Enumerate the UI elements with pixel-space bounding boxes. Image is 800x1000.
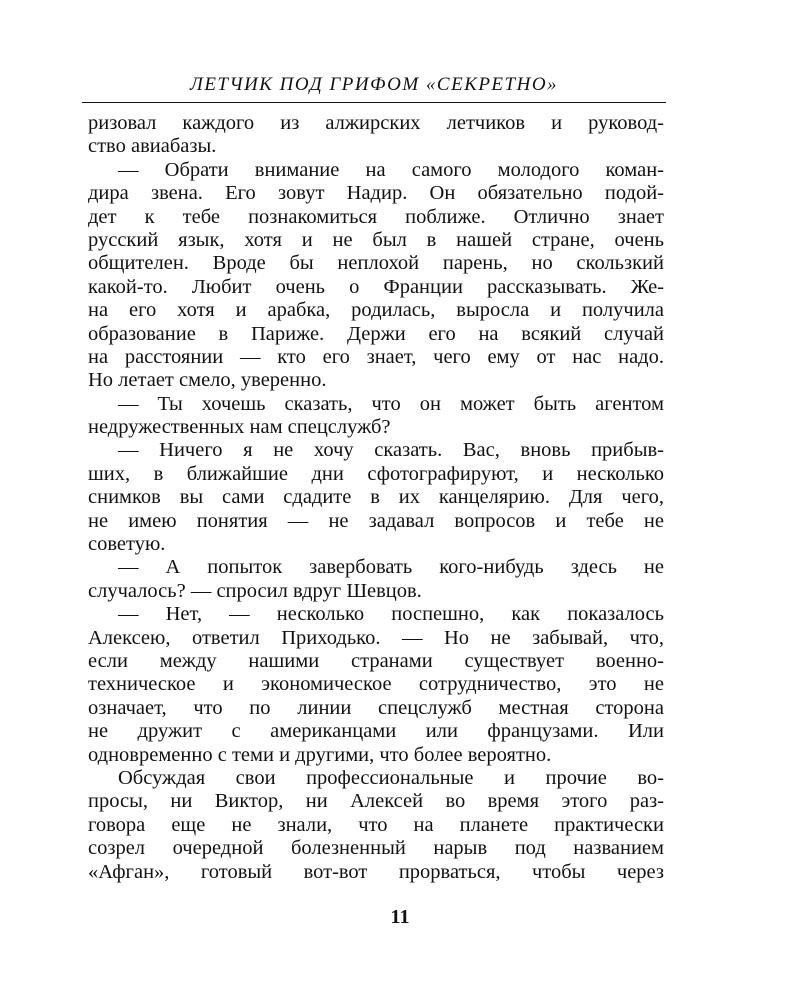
text-line: ших, в ближайшие дни сфотографируют, и несколько: [88, 462, 664, 485]
body-text: [88, 112, 664, 884]
text-line: на его хотя и арабка, родилась, выросла и получила: [88, 299, 664, 322]
text-line: говора еще не знали, что на планете практически: [88, 813, 664, 836]
text-line: не дружит с американцами или французами. Или: [88, 720, 664, 743]
text-line: означает, что по линии спецслужб местная сторона: [88, 696, 664, 719]
text-line: образование в Париже. Держи его на всякий случай: [88, 322, 664, 345]
text-line: просы, ни Виктор, ни Алексей во время этого раз-: [88, 790, 664, 813]
text-line: случалось? — спросил вдруг Шевцов.: [88, 579, 422, 602]
text-line: общителен. Вроде бы неплохой парень, но скользкий: [88, 252, 664, 275]
text-line: снимков вы сами сдадите в их канцелярию. Для чего,: [88, 486, 664, 509]
text-line: — А попыток завербовать кого-нибудь здесь не: [118, 556, 664, 579]
header-rule: [82, 102, 666, 103]
text-line: советую.: [88, 533, 166, 556]
text-line: «Афган», готовый вот-вот прорваться, чтобы через: [88, 860, 664, 883]
text-line: дира звена. Его зовут Надир. Он обязательно подой-: [88, 182, 664, 205]
text-line: ство авиабазы.: [88, 135, 217, 158]
page-number: 11: [390, 906, 410, 928]
text-line: техническое и экономическое сотрудничество, это не: [88, 673, 664, 696]
text-line: — Ты хочешь сказать, что он может быть агентом: [118, 392, 664, 415]
text-line: — Ничего я не хочу сказать. Вас, вновь прибыв-: [118, 439, 664, 462]
text-line: на расстоянии — кто его знает, чего ему от нас надо.: [88, 345, 664, 368]
text-line: Обсуждая свои профессиональные и прочие во-: [118, 766, 664, 789]
text-line: Но летает смело, уверенно.: [88, 369, 327, 392]
running-header: ЛЕТЧИК ПОД ГРИФОМ «СЕКРЕТНО»: [189, 74, 559, 95]
text-line: — Нет, — несколько поспешно, как показалось: [118, 603, 664, 626]
text-line: созрел очередной болезненный нарыв под названием: [88, 837, 664, 860]
text-line: если между нашими странами существует военно-: [88, 649, 664, 672]
text-line: русский язык, хотя и не был в нашей стране, очень: [88, 228, 664, 251]
text-line: не имею понятия — не задавал вопросов и тебе не: [88, 509, 664, 532]
text-line: какой-то. Любит очень о Франции рассказывать. Же-: [88, 275, 664, 298]
text-line: недружественных нам спецслужб?: [88, 416, 391, 439]
text-line: одновременно с теми и другими, что более вероятно.: [88, 743, 552, 766]
text-line: дет к тебе познакомиться поближе. Отлично знает: [88, 205, 664, 228]
text-line: ризовал каждого из алжирских летчиков и руковод-: [88, 112, 664, 134]
text-line: — Обрати внимание на самого молодого коман-: [118, 158, 664, 181]
text-line: Алексею, ответил Приходько. — Но не забывай, что,: [88, 626, 664, 649]
